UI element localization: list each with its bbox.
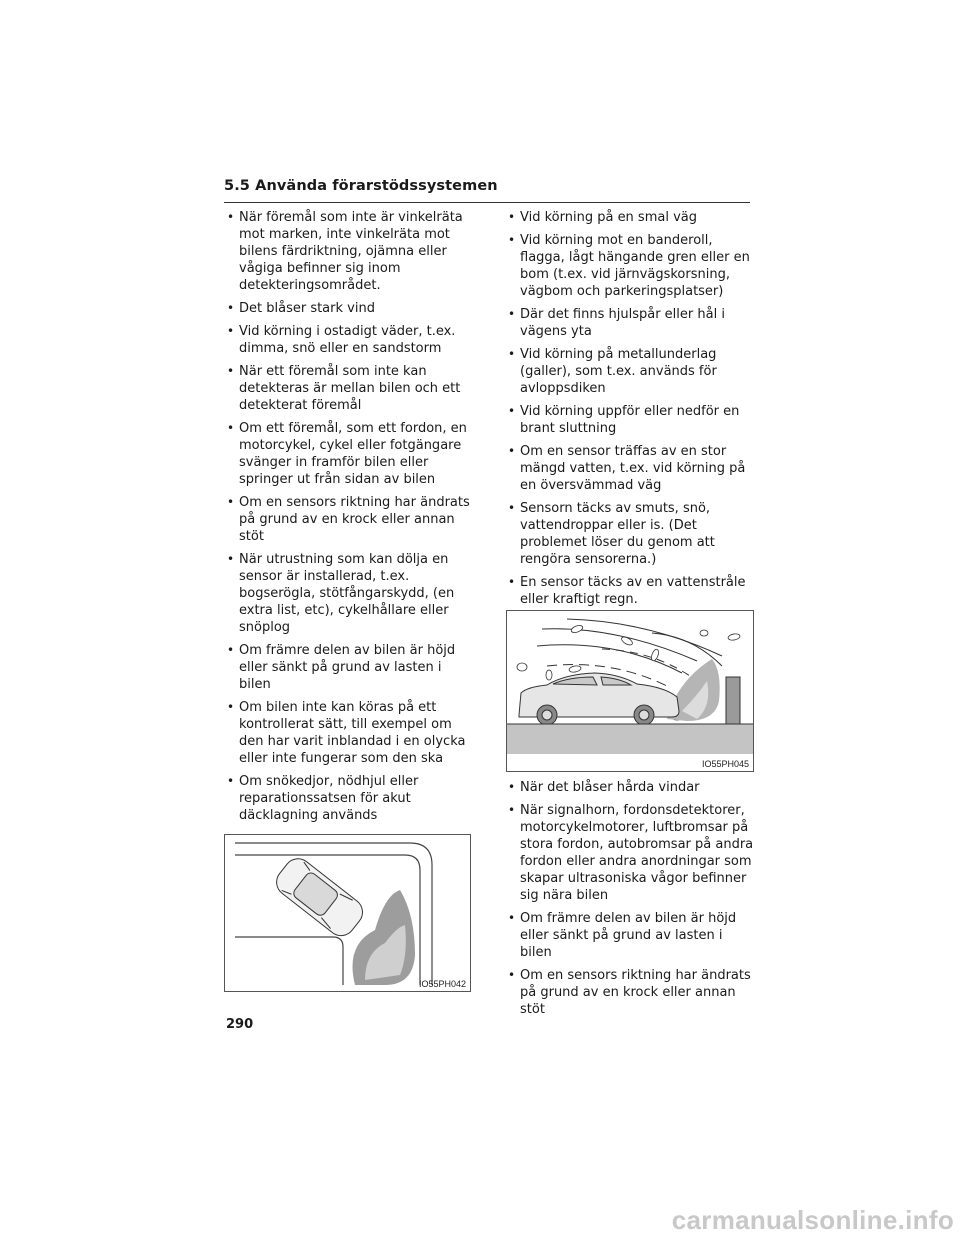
page-number: 290 [226, 1017, 254, 1032]
list-item: • Vid körning på metallunderlag (galler), som t.ex. används för avloppsdiken [508, 347, 717, 396]
figure-code: IO55PH045 [701, 759, 749, 769]
bullet-icon: • [508, 501, 516, 515]
list-item: • Vid körning i ostadigt väder, t.ex. dimma, snö eller en sandstorm [227, 324, 456, 356]
list-item: • När föremål som inte är vinkelräta mot marken, inte vinkelräta mot bilens färdriktning, ojämna eller vågiga befinner sig inom detekteringsområdet. [227, 210, 463, 293]
bullet-icon: • [508, 803, 516, 817]
list-item: • När utrustning som kan dölja en sensor är installerad, t.ex. bogserögla, stötfångarskydd, (en extra list, etc), cykelhållare eller snöplog [227, 552, 455, 635]
list-item: • Om snökedjor, nödhjul eller reparationssatsen för akut däcklagning används [227, 774, 419, 823]
right-column-lower [505, 779, 755, 1024]
bullet-icon: • [508, 347, 516, 361]
bullet-icon: • [508, 404, 516, 418]
list-item: • Där det finns hjulspår eller hål i vägens yta [508, 307, 725, 339]
list-item: • Om främre delen av bilen är höjd eller sänkt på grund av lasten i bilen [508, 911, 737, 960]
bullet-icon: • [227, 421, 235, 435]
bullet-icon: • [508, 210, 516, 224]
corner-parking-drawing [225, 835, 470, 991]
right-bullet-list-top [505, 209, 755, 648]
list-item: • Vid körning uppför eller nedför en brant sluttning [508, 404, 740, 436]
bullet-icon: • [508, 968, 516, 982]
bullet-icon: • [508, 575, 516, 589]
wind-snow-illustration [506, 610, 754, 772]
list-item: • Om främre delen av bilen är höjd eller sänkt på grund av lasten i bilen [227, 643, 456, 692]
bullet-icon: • [227, 495, 235, 509]
left-column [224, 209, 474, 943]
bullet-icon: • [227, 324, 235, 338]
section-title: 5.5 Använda förarstödssystemen [224, 178, 498, 194]
list-item: • Om en sensor träffas av en stor mängd vatten, t.ex. vid körning på en översvämmad väg [508, 444, 746, 493]
bullet-icon: • [508, 233, 516, 247]
bullet-icon: • [227, 210, 235, 224]
figure-code: IO55PH042 [418, 979, 466, 989]
bullet-icon: • [227, 643, 235, 657]
bullet-icon: • [227, 700, 235, 714]
bullet-icon: • [227, 301, 235, 315]
list-item: • Om en sensors riktning har ändrats på grund av en krock eller annan stöt [227, 495, 470, 544]
list-item: • Om en sensors riktning har ändrats på grund av en krock eller annan stöt [508, 968, 751, 1017]
bullet-icon: • [508, 444, 516, 458]
section-header [224, 178, 750, 203]
bullet-icon: • [508, 307, 516, 321]
list-item: • Vid körning mot en banderoll, flagga, lågt hängande gren eller en bom (t.ex. vid järnvägskorsning, vägbom och parkeringsplatser) [508, 233, 750, 299]
bullet-icon: • [508, 911, 516, 925]
corner-parking-illustration [224, 834, 471, 992]
list-item: • Om ett föremål, som ett fordon, en motorcykel, cykel eller fotgängare svänger in framför bilen eller springer ut från sidan av bilen [227, 421, 467, 487]
list-item: • Sensorn täcks av smuts, snö, vattendroppar eller is. (Det problemet löser du genom att rengöra sensorerna.) [508, 501, 715, 567]
watermark-logo: carmanualsonline.info [671, 1205, 954, 1235]
list-item: • En sensor täcks av en vattenstråle eller kraftigt regn. [508, 575, 746, 607]
wind-snow-drawing [507, 611, 753, 771]
bullet-icon: • [508, 780, 516, 794]
list-item: • När signalhorn, fordonsdetektorer, motorcykelmotorer, luftbromsar på stora fordon, autobromsar på andra fordon eller andra anordningar som skapar ultrasoniska vågor befinner sig nära bilen [508, 803, 754, 903]
left-bullet-list [224, 209, 474, 824]
list-item: • När det blåser hårda vindar [508, 780, 700, 795]
bullet-icon: • [227, 552, 235, 566]
list-item: • När ett föremål som inte kan detekteras är mellan bilen och ett detekterat föremål [227, 364, 461, 413]
list-item: • Om bilen inte kan köras på ett kontrollerat sätt, till exempel om den har varit inblandad i en olycka eller inte fungerar som den ska [227, 700, 466, 766]
list-item: • Vid körning på en smal väg [508, 210, 697, 225]
bullet-icon: • [227, 364, 235, 378]
bullet-icon: • [227, 774, 235, 788]
right-bullet-list-bottom [505, 779, 755, 1018]
list-item: • Det blåser stark vind [227, 301, 375, 316]
right-column [505, 209, 755, 654]
